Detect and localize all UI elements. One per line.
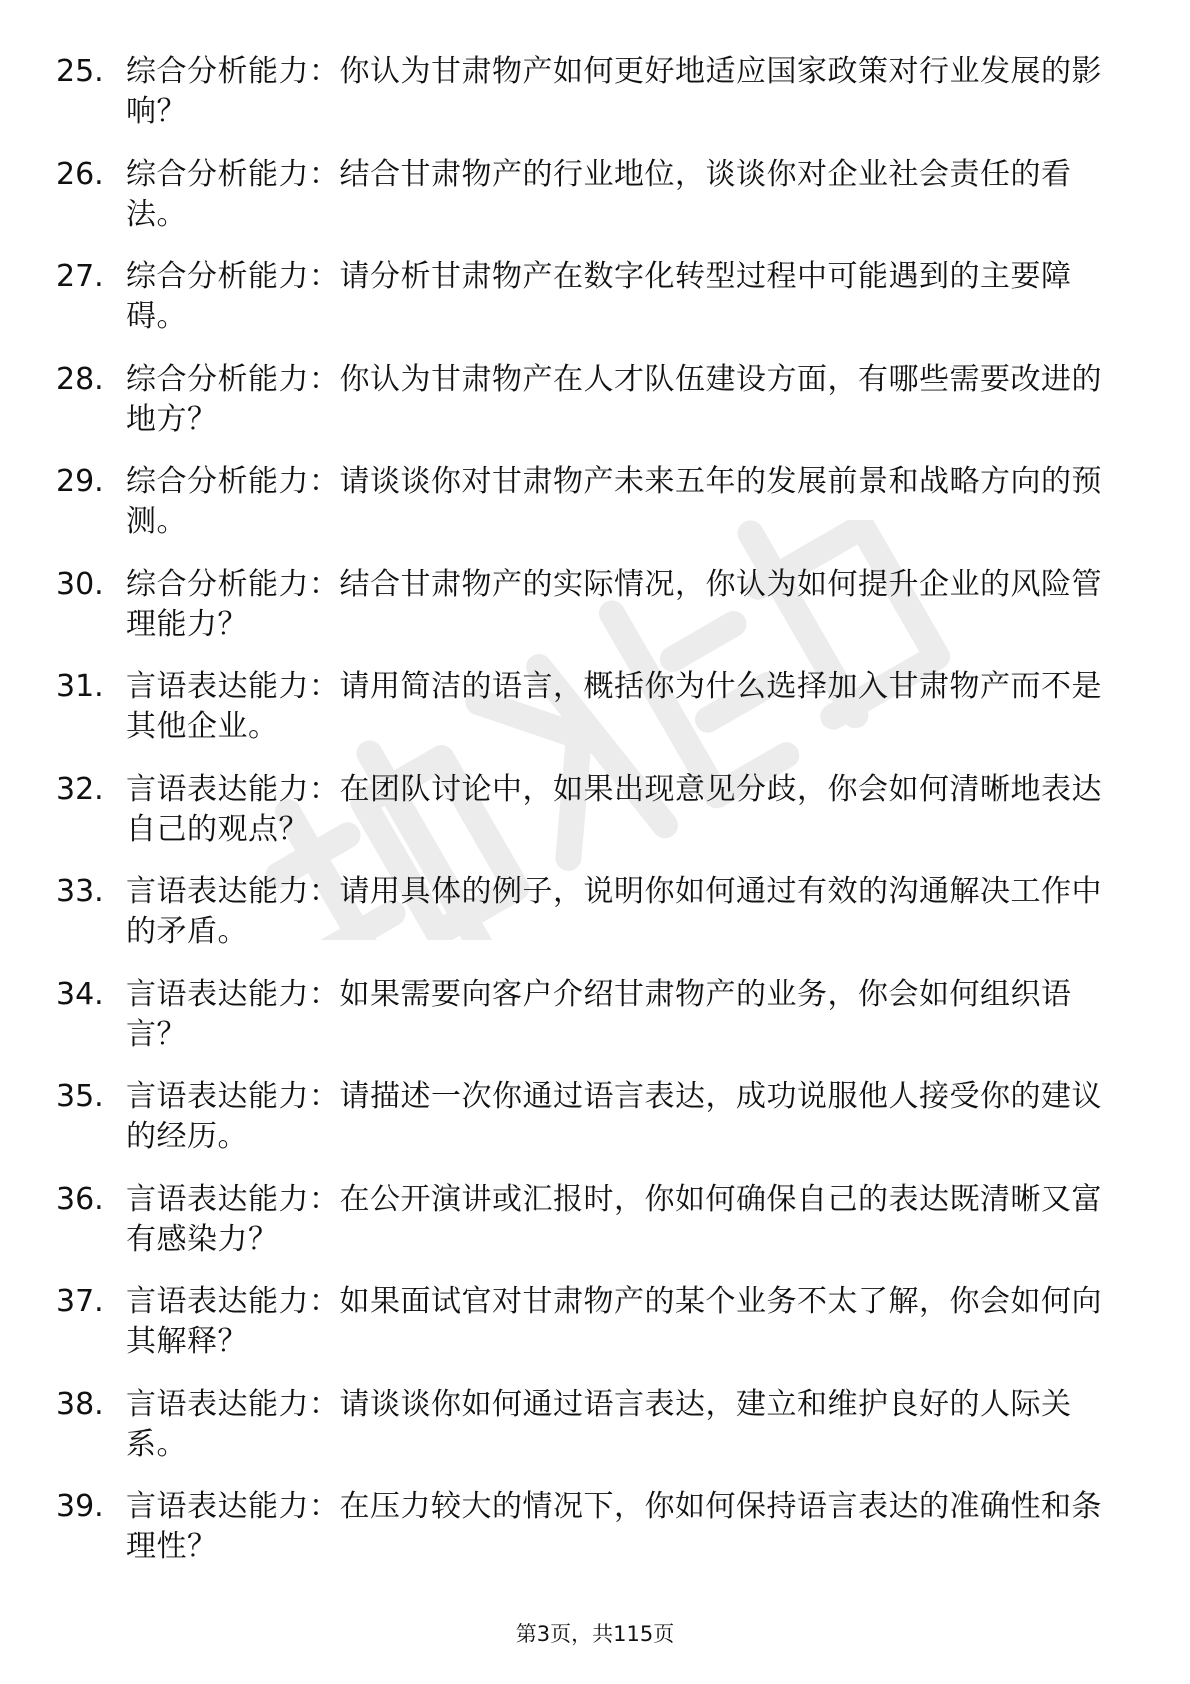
question-item-27 [56,257,1106,360]
question-number: 39. [56,1489,104,1524]
question-item-29 [56,462,1106,565]
question-number: 25. [56,54,104,89]
question-text: 言语表达能力：请描述一次你通过语言表达，成功说服他人接受你的建议的经历。 [126,1079,1102,1154]
question-list [56,52,1106,1590]
question-number: 27. [56,259,104,294]
question-number: 36. [56,1181,104,1217]
question-text: 言语表达能力：请用具体的例子，说明你如何通过有效的沟通解决工作中的矛盾。 [126,874,1102,949]
question-item-26 [56,155,1106,258]
question-number: 26. [56,156,104,192]
question-number: 30. [56,566,104,602]
question-item-33 [56,872,1106,975]
question-item-28 [56,360,1106,463]
question-text: 综合分析能力：结合甘肃物产的行业地位，谈谈你对企业社会责任的看法。 [126,156,1072,232]
question-item-31 [56,667,1106,770]
question-text: 言语表达能力：如果面试官对甘肃物产的某个业务不太了解，你会如何向其解释？ [126,1284,1102,1359]
question-number: 38. [56,1386,104,1422]
question-number: 29. [56,464,104,499]
question-item-36 [56,1180,1106,1283]
question-number: 28. [56,361,104,397]
question-number: 37. [56,1284,104,1319]
question-number: 31. [56,669,104,704]
question-item-34 [56,975,1106,1078]
question-text: 综合分析能力：请谈谈你对甘肃物产未来五年的发展前景和战略方向的预测。 [126,464,1102,539]
question-text: 言语表达能力：请用简洁的语言，概括你为什么选择加入甘肃物产而不是其他企业。 [126,669,1102,744]
question-text: 综合分析能力：请分析甘肃物产在数字化转型过程中可能遇到的主要障碍。 [126,259,1072,334]
question-number: 33. [56,874,104,909]
question-item-37 [56,1282,1106,1385]
question-text: 言语表达能力：请谈谈你如何通过语言表达，建立和维护良好的人际关系。 [126,1386,1072,1462]
question-item-35 [56,1077,1106,1180]
page-footer: 第3页，共115页 [515,1622,675,1646]
question-item-32 [56,770,1106,873]
question-item-38 [56,1385,1106,1488]
question-text: 综合分析能力：你认为甘肃物产在人才队伍建设方面，有哪些需要改进的地方？ [126,361,1102,437]
question-number: 34. [56,976,104,1012]
question-text: 言语表达能力：在公开演讲或汇报时，你如何确保自己的表达既清晰又富有感染力？ [126,1181,1102,1257]
question-text: 言语表达能力：在团队讨论中，如果出现意见分歧，你会如何清晰地表达自己的观点？ [126,771,1102,847]
question-number: 32. [56,771,104,807]
question-text: 综合分析能力：你认为甘肃物产如何更好地适应国家政策对行业发展的影响？ [126,54,1102,129]
question-item-25 [56,52,1106,155]
question-item-39 [56,1487,1106,1590]
question-item-30 [56,565,1106,668]
question-text: 言语表达能力：如果需要向客户介绍甘肃物产的业务，你会如何组织语言？ [126,976,1072,1052]
question-text: 综合分析能力：结合甘肃物产的实际情况，你认为如何提升企业的风险管理能力？ [126,566,1102,642]
question-text: 言语表达能力：在压力较大的情况下，你如何保持语言表达的准确性和条理性？ [126,1489,1102,1564]
question-number: 35. [56,1079,104,1114]
